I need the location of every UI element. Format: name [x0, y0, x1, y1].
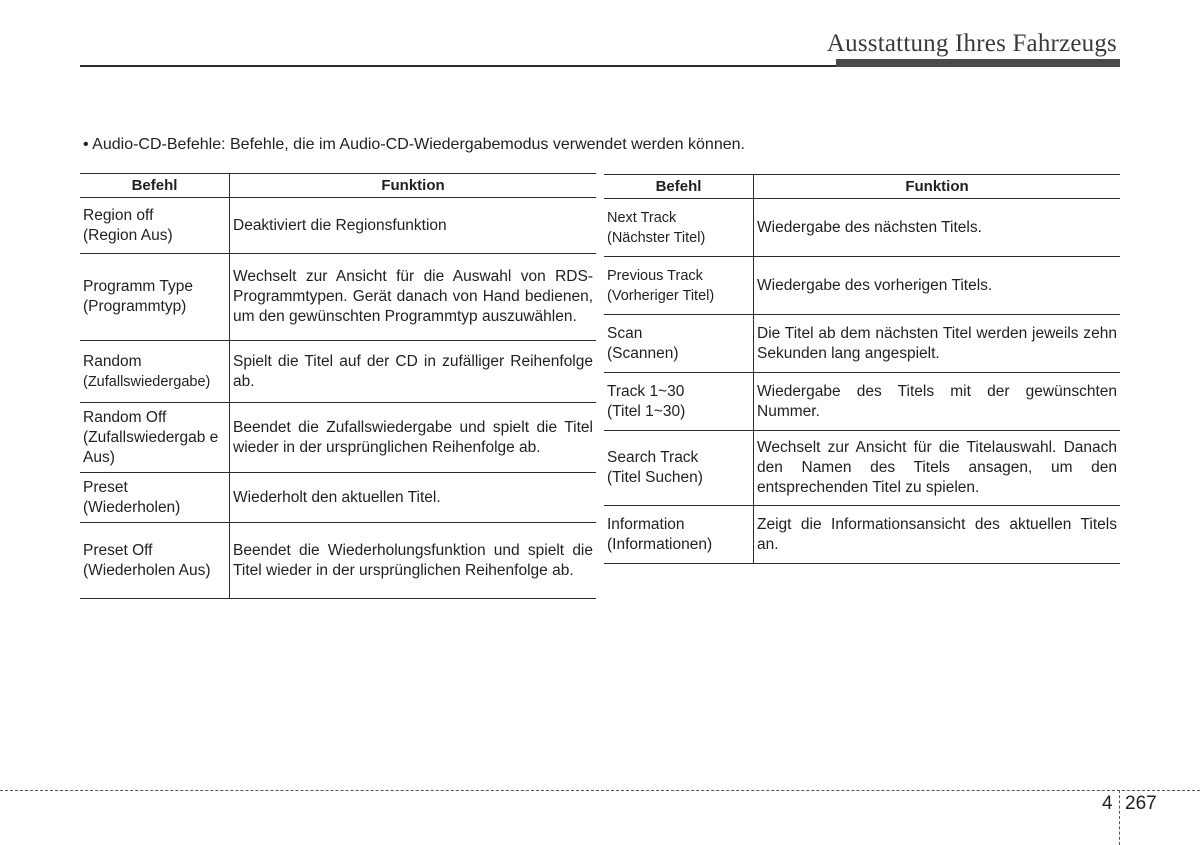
command-translation: (Programmtyp)	[83, 298, 187, 315]
command-name: Preset	[83, 478, 128, 496]
function-cell: Wechselt zur Ansicht für die Auswahl von RDS-Programmtypen. Gerät danach von Hand bedienen, um den gewünschten Programmtyp auszuwählen.	[230, 254, 597, 341]
command-name: Region off	[83, 206, 154, 224]
command-translation: (Wiederholen Aus)	[83, 561, 211, 579]
chapter-number: 4	[1102, 793, 1113, 814]
table-row	[80, 341, 596, 403]
table-row	[80, 523, 596, 599]
table-row	[604, 315, 1120, 373]
command-name: Random	[83, 352, 142, 370]
table-row	[604, 373, 1120, 431]
function-cell: Wiederholt den aktuellen Titel.	[230, 473, 597, 523]
command-translation: (Titel Suchen)	[607, 469, 703, 486]
command-name: Next Track	[607, 209, 677, 226]
command-name: Information	[607, 515, 685, 533]
function-cell: Beendet die Wiederholungsfunktion und spielt die Titel wieder in der ursprünglichen Reihenfolge ab.	[230, 523, 597, 599]
command-translation: (Zufallswiedergabe)	[83, 373, 211, 390]
table-header-row	[80, 174, 596, 198]
command-cell	[80, 403, 230, 473]
table-row	[604, 506, 1120, 564]
command-name: Programm Type	[83, 278, 193, 295]
command-translation: (Wiederholen)	[83, 498, 181, 516]
command-name: Search Track	[607, 449, 699, 466]
function-cell: Spielt die Titel auf der CD in zufälliger Reihenfolge ab.	[230, 341, 597, 403]
column-header-funktion: Funktion	[230, 174, 597, 198]
table-row	[604, 257, 1120, 315]
function-cell: Beendet die Zufallswiedergabe und spielt die Titel wieder in der ursprünglichen Reihenfolge ab.	[230, 403, 597, 473]
command-cell	[604, 373, 754, 431]
function-cell: Die Titel ab dem nächsten Titel werden jeweils zehn Sekunden lang angespielt.	[754, 315, 1121, 373]
table-row	[80, 254, 596, 341]
function-cell: Wiedergabe des vorherigen Titels.	[754, 257, 1121, 315]
footer-dashed-rule	[0, 790, 1200, 791]
command-cell	[80, 473, 230, 523]
command-translation: (Titel 1~30)	[607, 402, 686, 420]
page-header-title: Ausstattung Ihres Fahrzeugs	[826, 30, 1117, 57]
function-cell: Zeigt die Informationsansicht des aktuellen Titels an.	[754, 506, 1121, 564]
header-rule-accent	[836, 59, 1120, 67]
command-translation: (Zufallswiedergab e Aus)	[83, 428, 219, 466]
command-cell	[80, 523, 230, 599]
command-name: Track 1~30	[607, 382, 685, 400]
command-table-left	[80, 173, 596, 599]
column-header-funktion: Funktion	[754, 175, 1121, 199]
command-translation: (Vorheriger Titel)	[607, 287, 715, 304]
function-cell: Wiedergabe des Titels mit der gewünschten Nummer.	[754, 373, 1121, 431]
command-table-right	[604, 174, 1120, 564]
command-cell	[604, 506, 754, 564]
table-header-row	[604, 175, 1120, 199]
page-number: 267	[1125, 793, 1157, 814]
table-row	[80, 473, 596, 523]
command-name: Preset Off	[83, 541, 153, 559]
command-cell	[80, 254, 230, 341]
command-name: Random Off	[83, 408, 167, 426]
command-translation: (Region Aus)	[83, 226, 173, 244]
function-cell: Deaktiviert die Regionsfunktion	[230, 198, 597, 254]
command-cell	[604, 257, 754, 315]
command-translation: (Scannen)	[607, 344, 679, 362]
command-translation: (Informationen)	[607, 535, 713, 553]
command-name: Previous Track	[607, 267, 703, 284]
command-cell	[604, 315, 754, 373]
intro-text: • Audio-CD-Befehle: Befehle, die im Audio-CD-Wiedergabemodus verwendet werden können.	[83, 136, 745, 153]
command-cell	[604, 431, 754, 506]
table-row	[604, 431, 1120, 506]
column-header-befehl: Befehl	[80, 174, 230, 198]
function-cell: Wechselt zur Ansicht für die Titelauswahl. Danach den Namen des Titels ansagen, um den entsprechenden Titel zu spielen.	[754, 431, 1121, 506]
footer-dashed-divider	[1119, 790, 1120, 845]
table-row	[80, 403, 596, 473]
command-translation: (Nächster Titel)	[607, 229, 706, 246]
command-cell	[604, 199, 754, 257]
command-name: Scan	[607, 324, 643, 342]
function-cell: Wiedergabe des nächsten Titels.	[754, 199, 1121, 257]
column-header-befehl: Befehl	[604, 175, 754, 199]
table-row	[604, 199, 1120, 257]
command-cell	[80, 341, 230, 403]
table-row	[80, 198, 596, 254]
command-cell	[80, 198, 230, 254]
